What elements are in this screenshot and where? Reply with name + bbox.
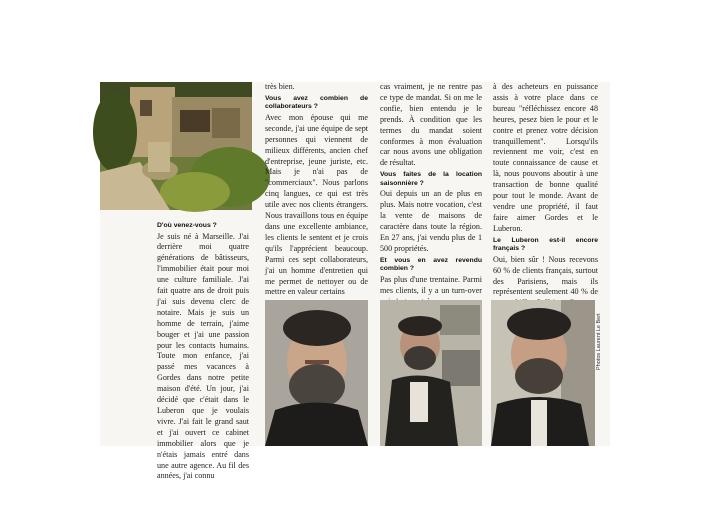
question-heading: Vous faites de la location saisonnière ? bbox=[380, 171, 482, 187]
portrait-photo-2 bbox=[380, 300, 482, 446]
portrait-photo-3 bbox=[491, 300, 595, 446]
answer-text: Pas plus d'une trentaine. Parmi mes clients, il y a un turn-over bbox=[380, 274, 482, 295]
answer-text: Oui depuis un an de plus en plus. Mais notre vocation, c'est la vente de maisons de caractère dans toute la région. En 27 ans, j'ai vendu plus de 1 500 propriétés. bbox=[380, 189, 482, 253]
column-4 bbox=[493, 82, 598, 309]
answer-text: Oui, bien sûr ! Nous recevons 60 % de clients français, surtout des Parisiens, mais ils représentent seulement 40 % de bbox=[493, 254, 598, 297]
answer-text: cas vraiment, je ne rentre pas ce type de mandat. Si on me le confie, bien entendu je le prends. À condition que les termes du mandat soient conformes à mon évaluation car nous avons une obligation de résultat. bbox=[380, 82, 482, 168]
portrait-photo-1 bbox=[265, 300, 368, 446]
question-heading: Le Luberon est-il encore français ? bbox=[493, 236, 598, 253]
answer-text: Avec mon épouse qui me seconde, j'ai une équipe de sept personnes qui viennent de milieux différents, ancien chef d'entreprise, jeune juriste, etc. Mais je n'ai pas de "commerciaux". Nous parlons cinq langues, ce qui est très utile avec nos clients étrangers. Nous travaillons tous en équipe dans une excellente ambiance, les clients le sentent et je crois qu'ils l'apprécient beaucoup. Parmi ces sept collaborateurs, j'ai un homme d'entretien qui me permet de nettoyer ou de mettre en valeur certains bbox=[265, 112, 368, 297]
column-2 bbox=[265, 82, 368, 298]
question-heading: Et vous en avez revendu combien ? bbox=[380, 256, 482, 273]
lead-text: très bien. bbox=[265, 82, 295, 91]
column-3 bbox=[380, 82, 482, 307]
answer-text: à des acheteurs en puissance assis à votre place dans ce bureau "réfléchissez encore 48 heures, pesez bien le pour et le contre et prenez votre décision tranquillement". Lorsqu'ils reviennent me voir, c'est en toute connaissance de cause et là, nous pouvons aboutir à une transaction de bonne qualité pour tout le monde. Avant de vendre une propriété, il faut faire aimer Gordes et le Luberon. bbox=[493, 82, 598, 233]
garden-photo bbox=[100, 82, 252, 210]
photo-credit: Photos Laurent Le Bert bbox=[596, 313, 602, 370]
answer-text: Je suis né à Marseille. J'ai derrière moi quatre générations de bâtisseurs, l'immobilier était pour moi une culture familiale. J'ai fait quatre ans de droit puis j'ai suis devenu clerc de notaire. Mais je suis un homme de terrain, j'aime bouger et j'ai une passion pour les contacts humains. Toute mon enfance, j'ai passé mes vacances à Gordes dans notre petite maison d'été. Un jour, j'ai décidé que c'était dans le Luberon que je voulais vivre. J'ai fait le grand saut et j'ai ouvert ce cabinet immobilier alors que je n'étais jamais entré dans une autre agence. Au fil des années, j'ai connu bbox=[157, 231, 249, 481]
column-1 bbox=[157, 220, 249, 482]
question-heading: Vous avez combien de collaborateurs ? bbox=[265, 94, 368, 111]
magazine-page bbox=[100, 82, 610, 481]
question-heading: D'où venez-vous ? bbox=[157, 222, 217, 229]
